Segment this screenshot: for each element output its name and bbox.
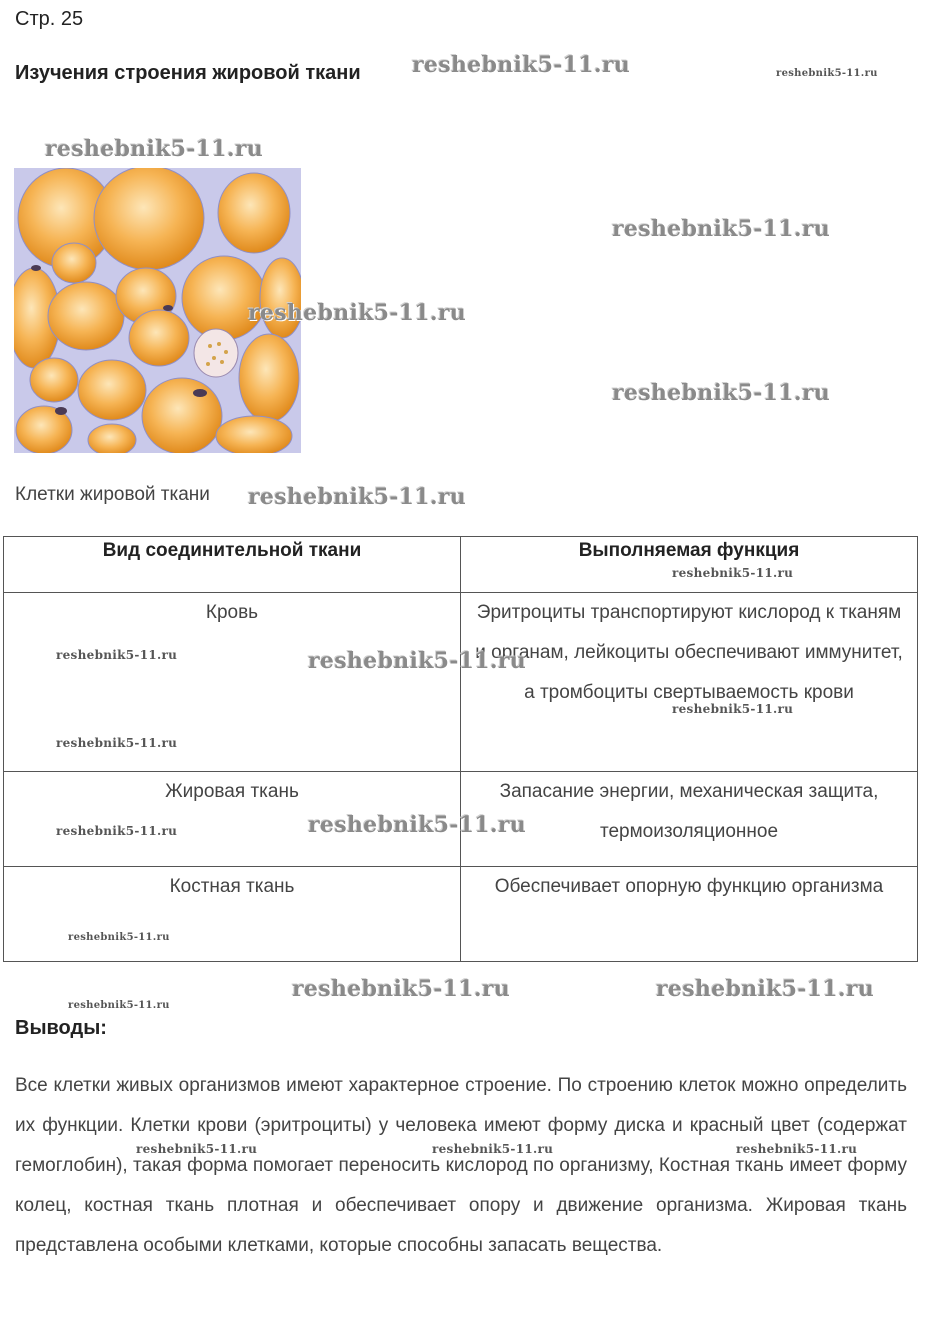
- watermark: reshebnik5-11.ru: [56, 648, 178, 662]
- page-title: Изучения строения жировой ткани: [15, 62, 361, 84]
- column-header-function: Выполняемая функция: [461, 537, 918, 593]
- fat-cell: [260, 258, 301, 338]
- dark-nucleus: [55, 407, 67, 415]
- watermark: reshebnik5-11.ru: [672, 702, 794, 716]
- watermark: reshebnik5-11.ru: [45, 136, 264, 162]
- watermark: reshebnik5-11.ru: [292, 976, 511, 1002]
- function-cell: Обеспечивает опорную функцию организма: [461, 867, 918, 962]
- fat-cell: [94, 168, 204, 270]
- function-cell: Эритроциты транспортируют кислород к тканям и органам, лейкоциты обеспечивают иммунитет, а тромбоциты свертываемость крови: [461, 593, 918, 772]
- page-number: Стр. 25: [15, 8, 84, 30]
- fat-cell: [48, 282, 124, 350]
- tissue-cell: Костная ткань: [4, 867, 461, 962]
- fat-cell: [218, 173, 290, 253]
- conclusions-text: Все клетки живых организмов имеют характерное строение. По строению клеток можно определить их функции. Клетки крови (эритроциты) у человека имеют форму диска и красный цвет (содержат гемоглобин), такая форма помогает переносить кислород по организму, Костная ткань имеет форму колец, костная ткань плотная и обеспечивает опору и движение организма. Жировая ткань представлена особыми клетками, которые способны запасать вещества.: [15, 1075, 907, 1256]
- watermark: reshebnik5-11.ru: [656, 976, 875, 1002]
- fat-cell: [239, 334, 299, 422]
- dark-nucleus: [193, 389, 207, 397]
- watermark: reshebnik5-11.ru: [136, 1142, 258, 1156]
- fat-cell: [78, 360, 146, 420]
- fat-cell: [182, 256, 266, 340]
- fat-cell: [142, 378, 222, 453]
- fat-cell: [52, 243, 96, 283]
- function-cell: Запасание энергии, механическая защита, термоизоляционное: [461, 772, 918, 867]
- watermark: reshebnik5-11.ru: [612, 216, 831, 242]
- table-header-row: [4, 537, 918, 593]
- watermark: reshebnik5-11.ru: [308, 812, 527, 838]
- watermark: reshebnik5-11.ru: [68, 932, 170, 943]
- fat-cell: [30, 358, 78, 402]
- fat-cell: [216, 416, 292, 453]
- dark-nucleus: [163, 305, 173, 311]
- conclusions-title: Выводы:: [15, 1017, 107, 1039]
- watermark: reshebnik5-11.ru: [432, 1142, 554, 1156]
- watermark: reshebnik5-11.ru: [56, 824, 178, 838]
- cell-nucleus: [194, 329, 238, 377]
- fat-cell: [129, 310, 189, 366]
- tissue-cell: Кровь: [4, 593, 461, 772]
- dark-nucleus: [31, 265, 41, 271]
- watermark: reshebnik5-11.ru: [672, 566, 794, 580]
- watermark: reshebnik5-11.ru: [68, 1000, 170, 1011]
- watermark: reshebnik5-11.ru: [56, 736, 178, 750]
- watermark: reshebnik5-11.ru: [412, 52, 631, 78]
- column-header-tissue: Вид соединительной ткани: [4, 537, 461, 593]
- watermark: reshebnik5-11.ru: [248, 484, 467, 510]
- watermark: reshebnik5-11.ru: [776, 68, 878, 79]
- watermark: reshebnik5-11.ru: [308, 648, 527, 674]
- figure-caption: Клетки жировой ткани: [15, 484, 210, 505]
- table-row: [4, 867, 918, 962]
- watermark: reshebnik5-11.ru: [612, 380, 831, 406]
- watermark: reshebnik5-11.ru: [248, 300, 467, 326]
- watermark: reshebnik5-11.ru: [736, 1142, 858, 1156]
- fat-cell: [88, 424, 136, 453]
- tissue-cell: Жировая ткань: [4, 772, 461, 867]
